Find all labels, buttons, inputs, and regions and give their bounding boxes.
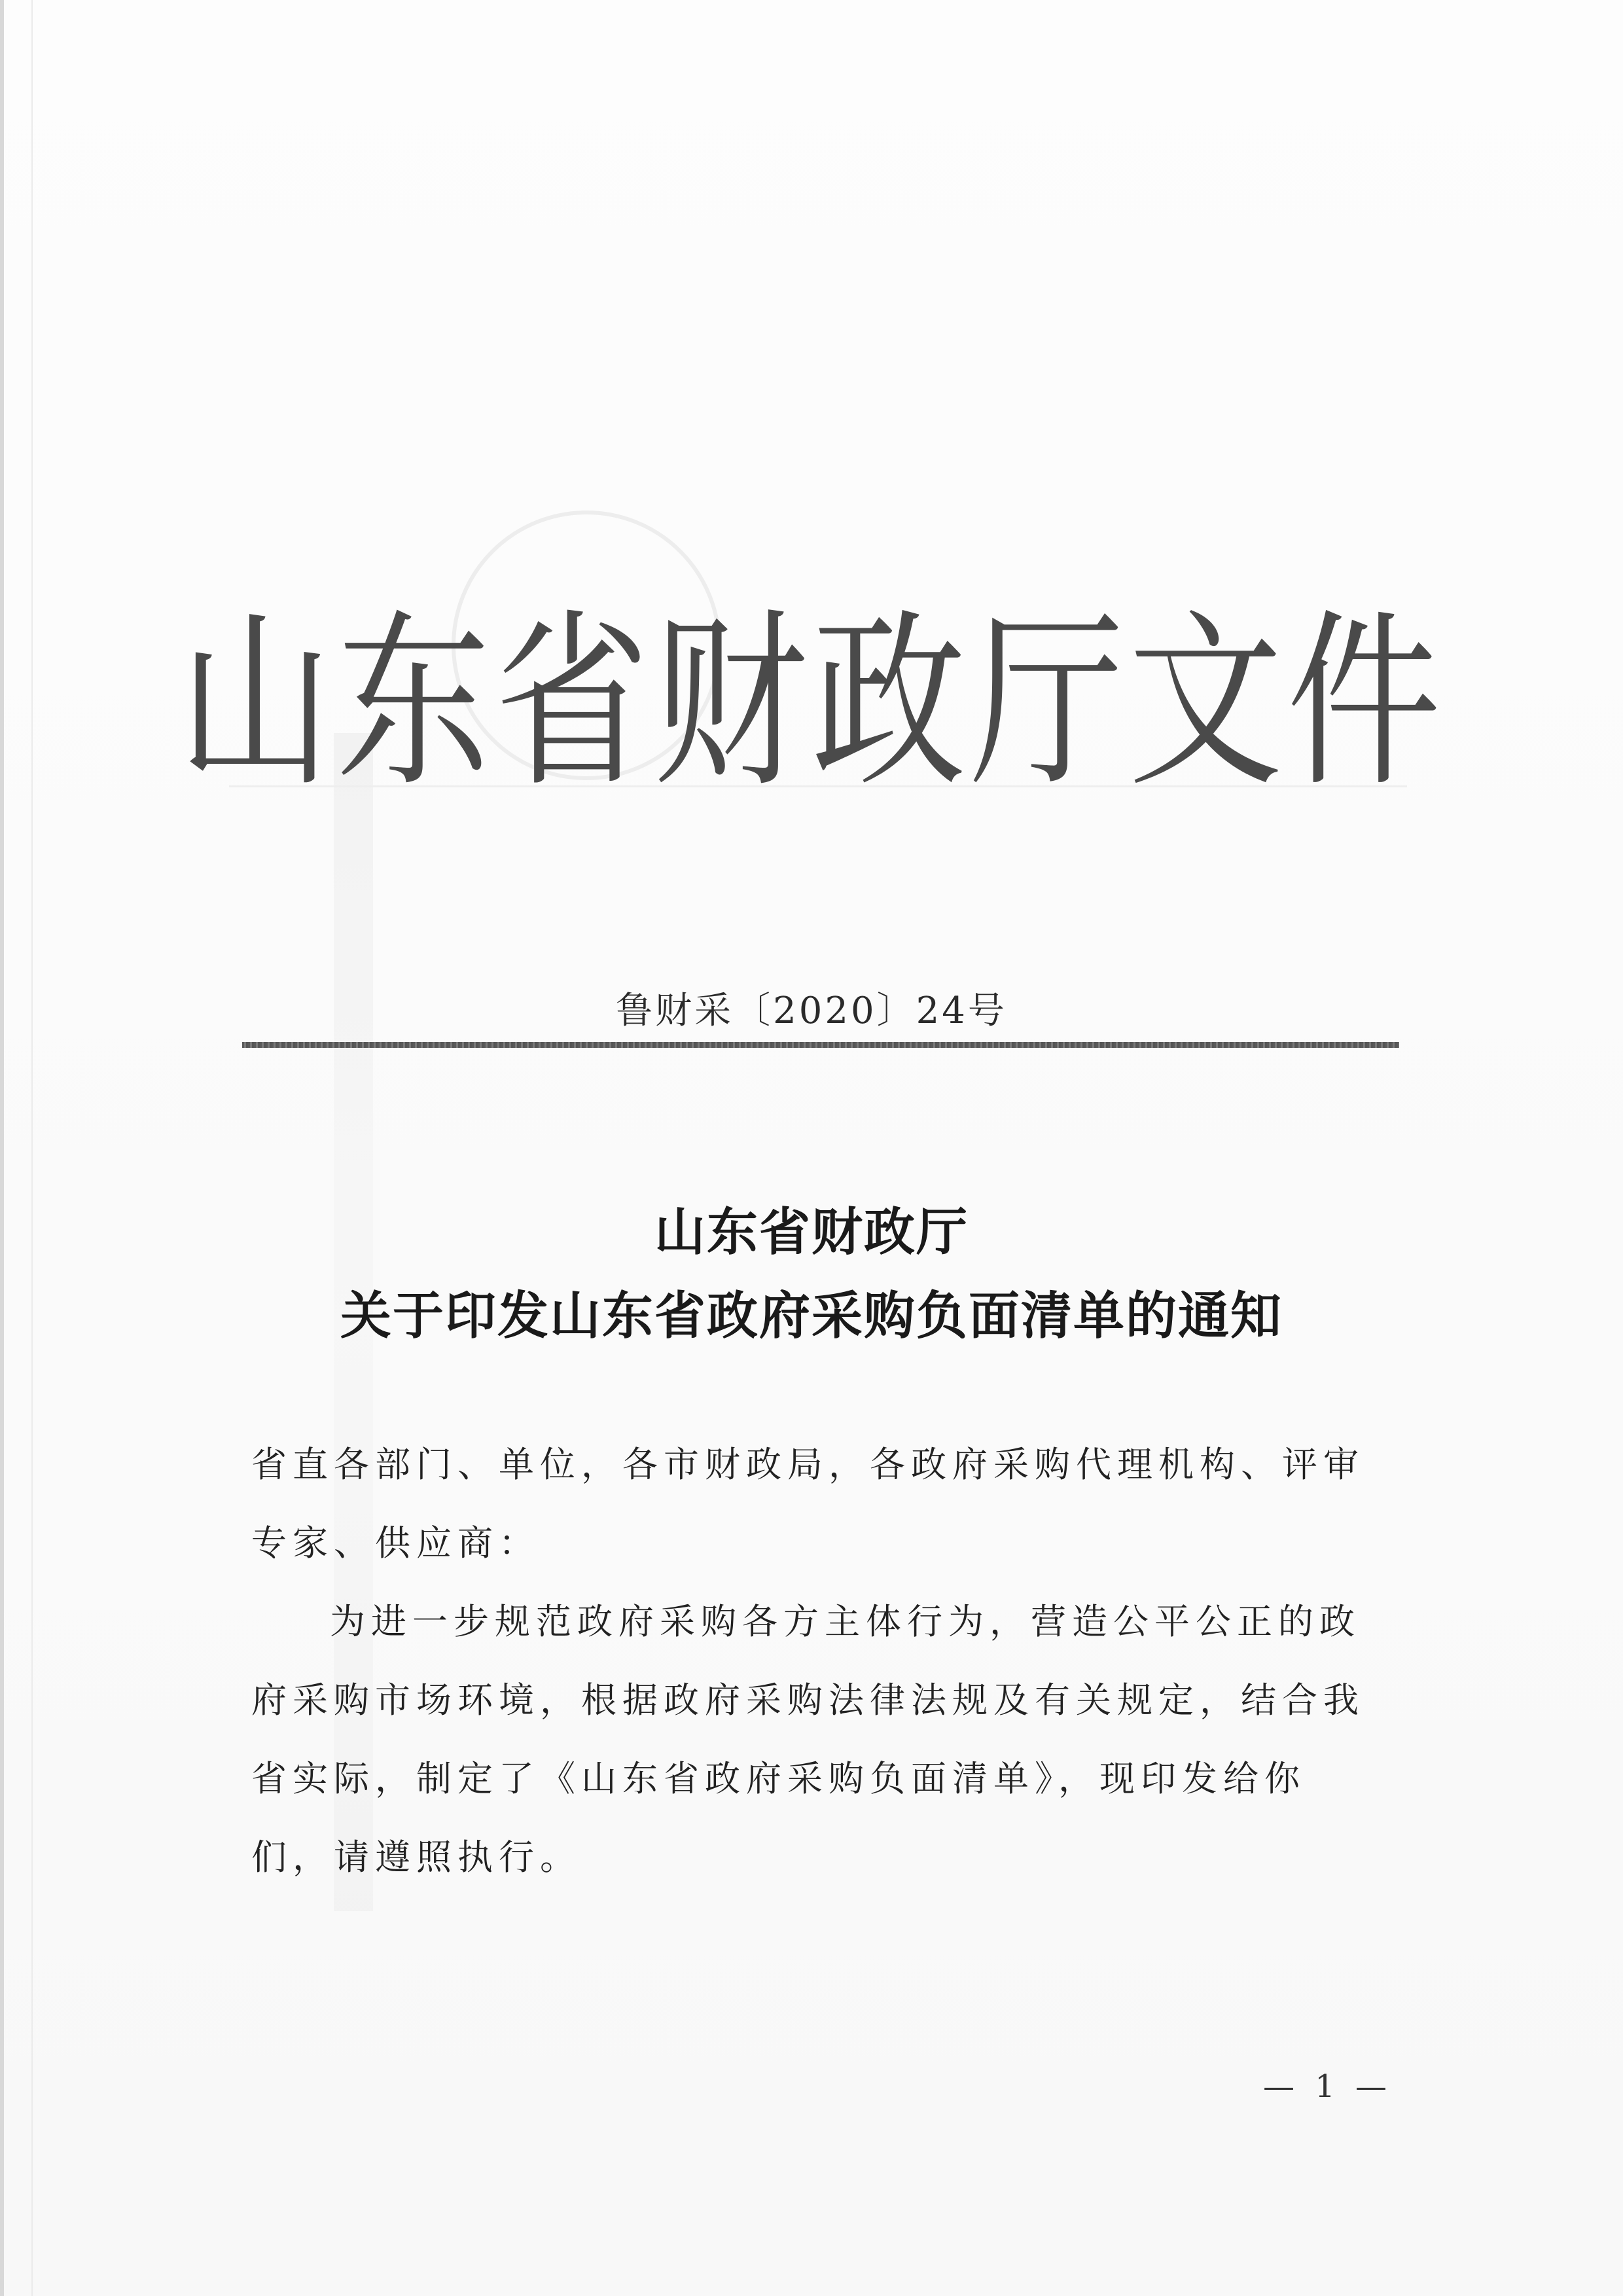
issuing-authority-header: 山东省财政厅文件 [177,592,1445,813]
document-title-line-2: 关于印发山东省政府采购负面清单的通知 [340,1286,1283,1346]
scan-edge-shadow [31,0,33,2296]
scan-edge [0,0,4,2296]
body-paragraph: 为进一步规范政府采购各方主体行为，营造公平公正的政府采购市场环境，根据政府采购法律法规及有关规定，结合我省实际，制定了《山东省政府采购负面清单》，现印发给你们，请遵照执行。 [251,1601,1364,1878]
document-number: 鲁财采〔2020〕24号 [616,990,1007,1032]
header-divider [242,1042,1399,1048]
document-title-line-1: 山东省财政厅 [654,1202,969,1262]
salutation: 省直各部门、单位，各市财政局，各政府采购代理机构、评审专家、供应商： [251,1444,1364,1564]
page-number: — 1 — [1263,2068,1393,2105]
